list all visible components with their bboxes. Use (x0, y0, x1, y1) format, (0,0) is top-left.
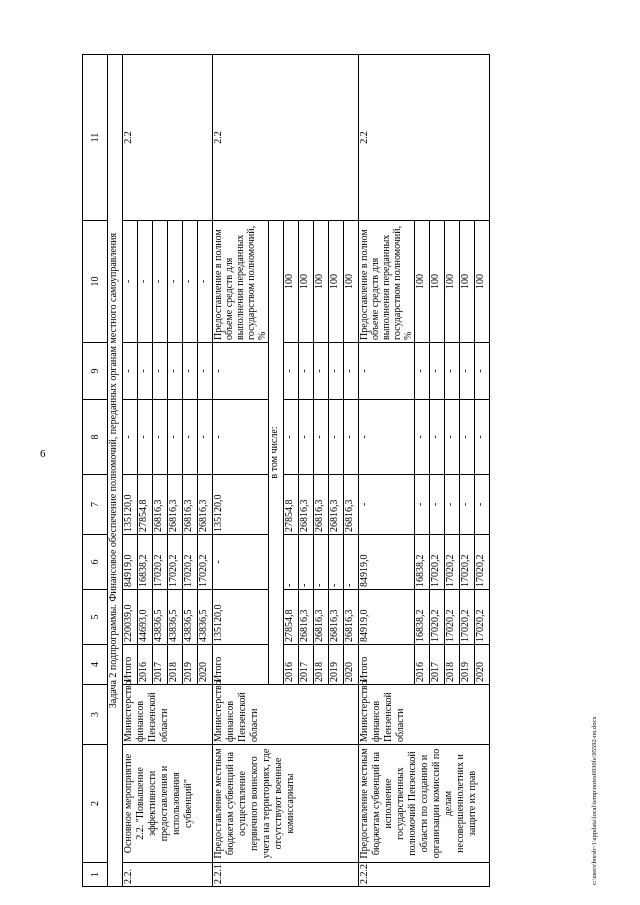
col-header: 1 (83, 863, 108, 887)
table-row (123, 55, 138, 887)
federal-budget-cell: - (359, 475, 415, 535)
executor: Министерство финансов Пензенской области (213, 685, 359, 745)
year-cell: 2020 (475, 645, 490, 685)
total-cell: 26816,3 (314, 590, 329, 645)
year-cell: 2019 (460, 645, 475, 685)
goal-link: 2.2 (213, 55, 359, 221)
indicator-value: - (198, 221, 213, 343)
indicator-value: 100 (445, 221, 460, 343)
col-header: 10 (83, 221, 108, 343)
extra-budget-cell: - (415, 343, 430, 400)
indicator-name: Предоставление в полном объеме средств для выполнения переданных государством полномочий, % (213, 221, 269, 343)
total-cell: 26816,3 (344, 590, 359, 645)
table-row (213, 55, 269, 887)
measure-name: Основное мероприятие 2.2. "Повышение эффективности предоставления и использования субвенций" (123, 745, 213, 863)
total-cell: 220039,0 (123, 590, 138, 645)
regional-cell: - (299, 535, 314, 590)
local-budget-cell: - (359, 400, 415, 475)
measure-name: Предоставление местным бюджетам субвенций на исполнение государственных полномочий Пензенской области по созданию и организации комиссий по делам несовершеннолетних и защите их прав (359, 745, 490, 863)
local-budget-cell: - (344, 400, 359, 475)
federal-budget-cell: - (430, 475, 445, 535)
extra-budget-cell: - (299, 343, 314, 400)
regional-cell: 17020,2 (445, 535, 460, 590)
extra-budget-cell: - (198, 343, 213, 400)
extra-budget-cell: - (284, 343, 299, 400)
year-cell: 2017 (430, 645, 445, 685)
total-cell: 43836,5 (153, 590, 168, 645)
federal-budget-cell: 26816,3 (299, 475, 314, 535)
extra-budget-cell: - (329, 343, 344, 400)
local-budget-cell: - (430, 400, 445, 475)
indicator-value: - (153, 221, 168, 343)
year-cell: Итого (213, 645, 269, 685)
local-budget-cell: - (445, 400, 460, 475)
extra-budget-cell: - (183, 343, 198, 400)
local-budget-cell: - (183, 400, 198, 475)
col-header: 11 (83, 55, 108, 221)
local-budget-cell: - (123, 400, 138, 475)
federal-budget-cell: 27854,8 (138, 475, 153, 535)
regional-cell: 17020,2 (183, 535, 198, 590)
col-header: 8 (83, 400, 108, 475)
measure-name: Предоставление местным бюджетам субвенций на осуществление первичного воинского учета на территориях, где отсутствуют военные комиссариаты (213, 745, 359, 863)
col-header: 5 (83, 590, 108, 645)
rotated-table-container (82, 55, 625, 887)
in-total-label: в том числе: (269, 221, 284, 685)
year-cell: 2018 (314, 645, 329, 685)
indicator-value: 100 (329, 221, 344, 343)
extra-budget-cell: - (314, 343, 329, 400)
col-header: 9 (83, 343, 108, 400)
section-title-row (108, 55, 123, 887)
regional-cell: 17020,2 (430, 535, 445, 590)
col-header: 7 (83, 475, 108, 535)
col-header: 4 (83, 645, 108, 685)
col-header: 2 (83, 745, 108, 863)
local-budget-cell: - (284, 400, 299, 475)
year-cell: 2019 (183, 645, 198, 685)
page-number: 6 (40, 448, 46, 460)
extra-budget-cell: - (344, 343, 359, 400)
column-number-row (83, 55, 108, 887)
indicator-value: 100 (475, 221, 490, 343)
local-budget-cell: - (213, 400, 269, 475)
local-budget-cell: - (329, 400, 344, 475)
extra-budget-cell: - (359, 343, 415, 400)
federal-budget-cell: 26816,3 (314, 475, 329, 535)
regional-cell: 17020,2 (460, 535, 475, 590)
regional-cell: 17020,2 (198, 535, 213, 590)
regional-cell: 17020,2 (168, 535, 183, 590)
footer-file-path: c:\users\borsh~1\appdata\local\temp\notes6930fe\95592-nn.docx (591, 716, 598, 885)
indicator-value: 100 (460, 221, 475, 343)
local-budget-cell: - (153, 400, 168, 475)
federal-budget-cell: 135120,0 (123, 475, 138, 535)
total-cell: 43836,5 (168, 590, 183, 645)
year-cell: 2017 (153, 645, 168, 685)
year-cell: 2018 (168, 645, 183, 685)
executor: Министерство финансов Пензенской области (359, 685, 490, 745)
indicator-value: - (123, 221, 138, 343)
total-cell: 44693,0 (138, 590, 153, 645)
total-cell: 26816,3 (299, 590, 314, 645)
regional-cell: - (314, 535, 329, 590)
year-cell: Итого (359, 645, 415, 685)
year-cell: 2020 (344, 645, 359, 685)
regional-cell: 17020,2 (153, 535, 168, 590)
table-row (359, 55, 415, 887)
regional-cell: - (344, 535, 359, 590)
indicator-value: - (183, 221, 198, 343)
total-cell: 43836,5 (198, 590, 213, 645)
federal-budget-cell: 135120,0 (213, 475, 269, 535)
federal-cell: - (213, 535, 269, 590)
total-cell: 16838,2 (415, 590, 430, 645)
total-cell: 17020,2 (460, 590, 475, 645)
extra-budget-cell: - (168, 343, 183, 400)
indicator-name: Предоставление в полном объеме средств для выполнения переданных государством полномочий, % (359, 221, 415, 343)
regional-cell: 16838,2 (415, 535, 430, 590)
federal-budget-cell: - (445, 475, 460, 535)
row-number: 2.2. (123, 863, 213, 887)
federal-budget-cell: 26816,3 (198, 475, 213, 535)
indicator-value: 100 (344, 221, 359, 343)
local-budget-cell: - (168, 400, 183, 475)
local-budget-cell: - (475, 400, 490, 475)
regional-cell: - (329, 535, 344, 590)
executor: Министерство финансов Пензенской области (123, 685, 213, 745)
indicator-value: - (138, 221, 153, 343)
year-cell: 2017 (299, 645, 314, 685)
year-cell: 2016 (415, 645, 430, 685)
extra-budget-cell: - (460, 343, 475, 400)
local-budget-cell: - (415, 400, 430, 475)
federal-budget-cell: 26816,3 (183, 475, 198, 535)
extra-budget-cell: - (475, 343, 490, 400)
year-cell: 2018 (445, 645, 460, 685)
total-cell: 17020,2 (475, 590, 490, 645)
regional-cell: 17020,2 (475, 535, 490, 590)
federal-budget-cell: - (415, 475, 430, 535)
row-number: 2.2.1. (213, 863, 359, 887)
year-cell: 2019 (329, 645, 344, 685)
total-cell: 17020,2 (445, 590, 460, 645)
local-budget-cell: - (138, 400, 153, 475)
col-header: 6 (83, 535, 108, 590)
section-title: Задача 2 подпрограммы. Финансовое обеспечение полномочий, переданных органам местного самоуправления (108, 55, 123, 887)
federal-budget-cell: - (475, 475, 490, 535)
extra-budget-cell: - (430, 343, 445, 400)
total-cell: 17020,2 (430, 590, 445, 645)
federal-budget-cell: 26816,3 (153, 475, 168, 535)
extra-budget-cell: - (138, 343, 153, 400)
indicator-value: 100 (314, 221, 329, 343)
federal-budget-cell: 26816,3 (168, 475, 183, 535)
regional-cell: 84919,0 (123, 535, 138, 590)
total-cell: 84919,0 (359, 590, 415, 645)
indicator-value: - (168, 221, 183, 343)
extra-budget-cell: - (445, 343, 460, 400)
goal-link: 2.2 (359, 55, 490, 221)
regional-cell: - (284, 535, 299, 590)
local-budget-cell: - (460, 400, 475, 475)
year-cell: 2016 (138, 645, 153, 685)
federal-budget-cell: - (460, 475, 475, 535)
indicator-value: 100 (430, 221, 445, 343)
year-cell: 2020 (198, 645, 213, 685)
total-cell: 26816,3 (329, 590, 344, 645)
regional-cell: 16838,2 (138, 535, 153, 590)
total-cell: 135120,0 (213, 590, 269, 645)
local-budget-cell: - (198, 400, 213, 475)
extra-budget-cell: - (213, 343, 269, 400)
local-budget-cell: - (299, 400, 314, 475)
indicator-value: 100 (284, 221, 299, 343)
local-budget-cell: - (314, 400, 329, 475)
indicator-value: 100 (415, 221, 430, 343)
regional-cell: 84919,0 (359, 535, 415, 590)
col-header: 3 (83, 685, 108, 745)
total-cell: 27854,8 (284, 590, 299, 645)
goal-link: 2.2 (123, 55, 213, 221)
row-number: 2.2.2. (359, 863, 490, 887)
federal-budget-cell: 27854,8 (284, 475, 299, 535)
total-cell: 43836,5 (183, 590, 198, 645)
year-cell: 2016 (284, 645, 299, 685)
federal-budget-cell: 26816,3 (329, 475, 344, 535)
indicator-value: 100 (299, 221, 314, 343)
subprogram-table (82, 54, 490, 887)
year-cell: Итого (123, 645, 138, 685)
extra-budget-cell: - (123, 343, 138, 400)
federal-budget-cell: 26816,3 (344, 475, 359, 535)
extra-budget-cell: - (153, 343, 168, 400)
